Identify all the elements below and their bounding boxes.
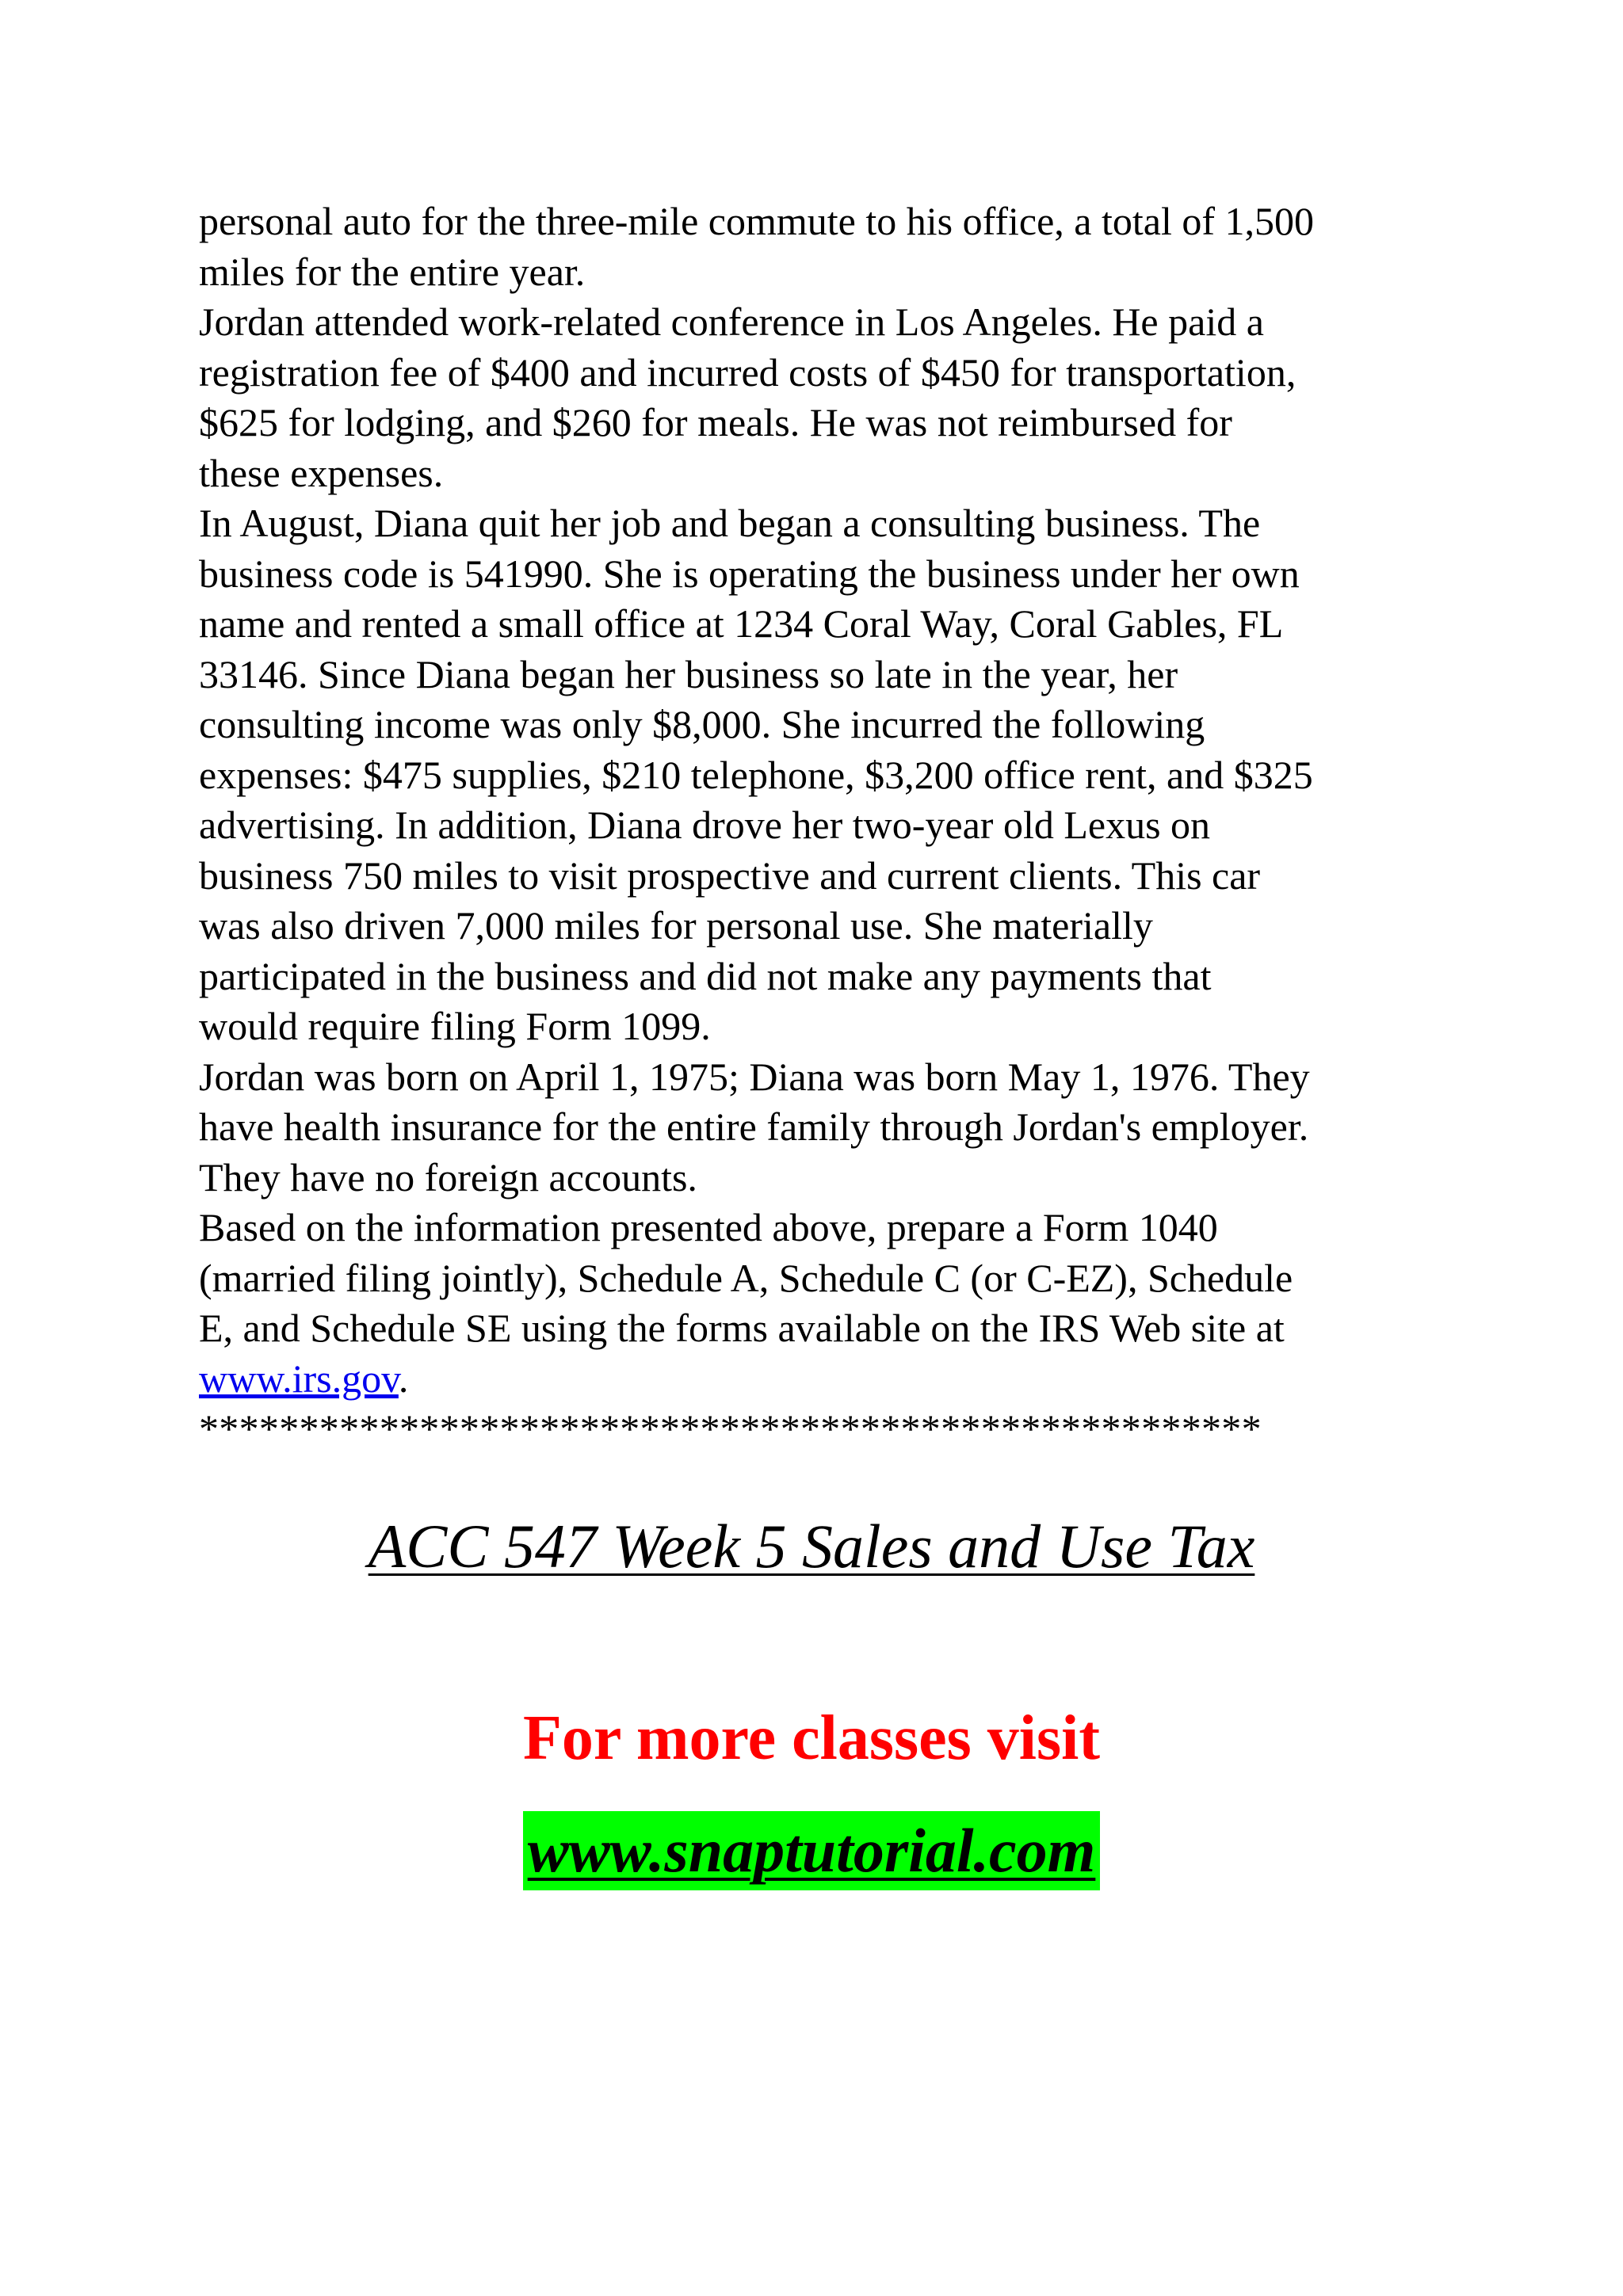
irs-link[interactable]: www.irs.gov [199,1356,399,1401]
text-line: business code is 541990. She is operating the business under her own [199,551,1300,596]
text-line: In August, Diana quit her job and began a consulting business. The [199,501,1261,545]
text-line: E, and Schedule SE using the forms available on the IRS Web site at [199,1306,1285,1350]
text-line: was also driven 7,000 miles for personal use. She materially [199,903,1153,948]
text-line: business 750 miles to visit prospective and current clients. This car [199,852,1261,898]
text-line: name and rented a small office at 1234 Coral Way, Coral Gables, FL [199,601,1284,646]
text-line: participated in the business and did not make any payments that [199,953,1212,998]
text-line: (married filing jointly), Schedule A, Schedule C (or C-EZ), Schedule [199,1255,1293,1300]
text-line: consulting income was only $8,000. She incurred the following [199,702,1205,746]
text-line: Jordan attended work-related conference in Los Angeles. He paid a [199,299,1264,344]
text-line: expenses: $475 supplies, $210 telephone, $3,200 office rent, and $325 [199,752,1313,797]
text-line: would require filing Form 1099. [199,1004,711,1048]
text-line: 33146. Since Diana began her business so late in the year, her [199,651,1178,696]
text-line: advertising. In addition, Diana drove her two-year old Lexus on [199,803,1211,847]
text-line: miles for the entire year. [199,249,586,294]
text-line: have health insurance for the entire family through Jordan's employer. [199,1104,1309,1149]
text-line: $625 for lodging, and $260 for meals. He was not reimbursed for [199,400,1232,444]
promo-text: For more classes visit [522,1703,1100,1773]
separator-stars: ***************************************************** [199,1406,1262,1451]
body-text [199,196,1451,1455]
text-line: these expenses. [199,450,444,495]
page-title: ACC 547 Week 5 Sales and Use Tax [368,1512,1255,1581]
snaptutorial-link[interactable]: www.snaptutorial.com [523,1811,1101,1890]
site-wrap [0,1811,1623,1890]
text-line: personal auto for the three-mile commute to his office, a total of 1,500 [199,199,1314,243]
text-line: registration fee of $400 and incurred costs of $450 for transportation, [199,349,1296,395]
text-line: Based on the information presented above, prepare a Form 1040 [199,1205,1218,1249]
irs-link-suffix: . [398,1356,409,1401]
text-line: They have no foreign accounts. [199,1154,697,1199]
text-line: Jordan was born on April 1, 1975; Diana was born May 1, 1976. They [199,1054,1310,1099]
irs-link-line [199,1354,1451,1405]
